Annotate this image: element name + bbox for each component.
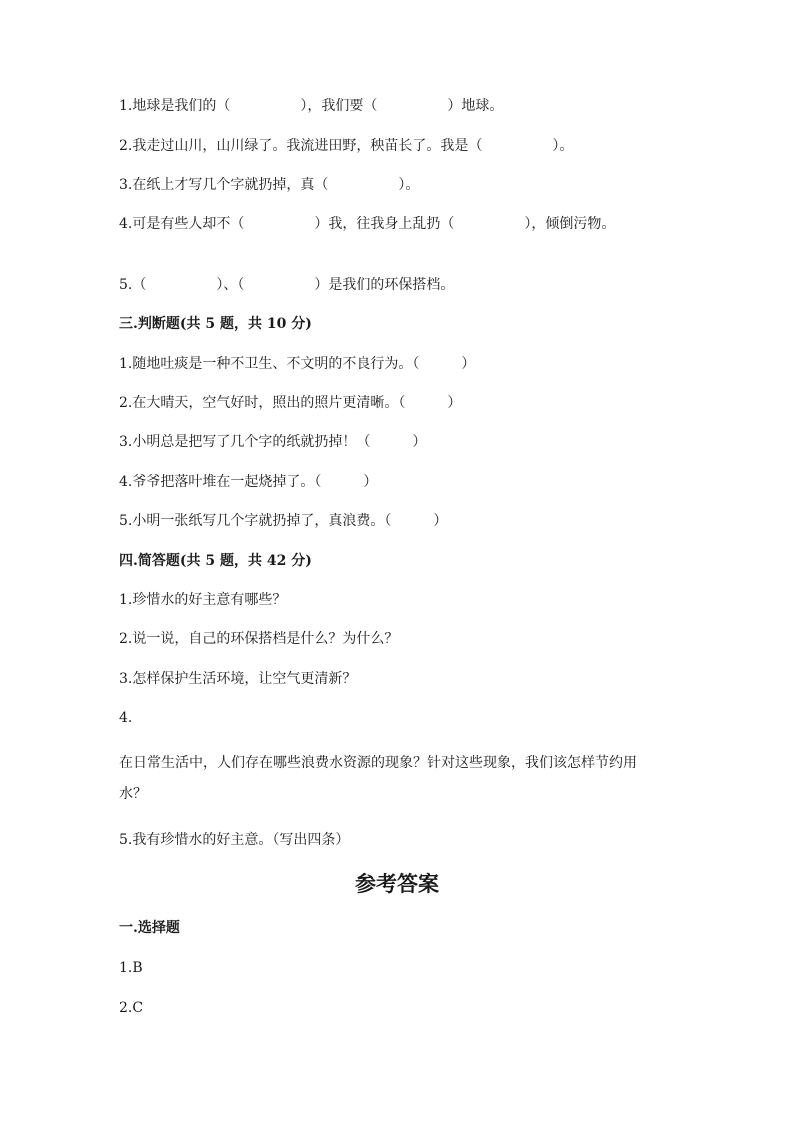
judgment-item-3: 3.小明总是把写了几个字的纸就扔掉！（ ）: [119, 434, 427, 450]
fill-blank-3: 3.在纸上才写几个字就扔掉，真（ ）。: [119, 177, 420, 193]
fill-blank-2: 2.我走过山川，山川绿了。我流进田野，秧苗长了。我是（ ）。: [119, 138, 574, 154]
judgment-item-5: 5.小明一张纸写几个字就扔掉了，真浪费。（ ）: [119, 513, 448, 529]
judgment-item-4: 4.爷爷把落叶堆在一起烧掉了。（ ）: [119, 474, 378, 490]
fill-blank-5: 5.（ ）、（ ）是我们的环保搭档。: [119, 277, 455, 293]
short-answer-item-5: 5.我有珍惜水的好主意。（写出四条）: [119, 832, 350, 848]
short-answer-item-4-number: 4.: [119, 710, 133, 726]
fill-blank-1: 1.地球是我们的（ ），我们要（ ）地球。: [119, 98, 504, 114]
section-title-short-answer: 四.简答题(共 5 题，共 42 分): [119, 553, 312, 569]
fill-blank-4: 4.可是有些人却不（ ）我，往我身上乱扔（ ），倾倒污物。: [119, 216, 616, 232]
answer-item-2: 2.C: [119, 1000, 144, 1016]
short-answer-item-1: 1.珍惜水的好主意有哪些？: [119, 592, 287, 608]
judgment-item-2: 2.在大晴天，空气好时，照出的照片更清晰。（ ）: [119, 395, 462, 411]
answer-key-title: 参考答案: [355, 871, 439, 896]
judgment-item-1: 1.随地吐痰是一种不卫生、不文明的不良行为。（ ）: [119, 356, 476, 372]
section-title-judgment: 三.判断题(共 5 题，共 10 分): [119, 316, 312, 332]
short-answer-item-4-text: 在日常生活中，人们存在哪些浪费水资源的现象？针对这些现象，我们该怎样节约用水？: [119, 755, 637, 802]
answer-item-1: 1.B: [119, 960, 143, 976]
short-answer-item-3: 3.怎样保护生活环境，让空气更清新？: [119, 671, 357, 687]
answer-section-title-choice: 一.选择题: [119, 920, 180, 936]
short-answer-item-2: 2.说一说，自己的环保搭档是什么？为什么？: [119, 631, 399, 647]
